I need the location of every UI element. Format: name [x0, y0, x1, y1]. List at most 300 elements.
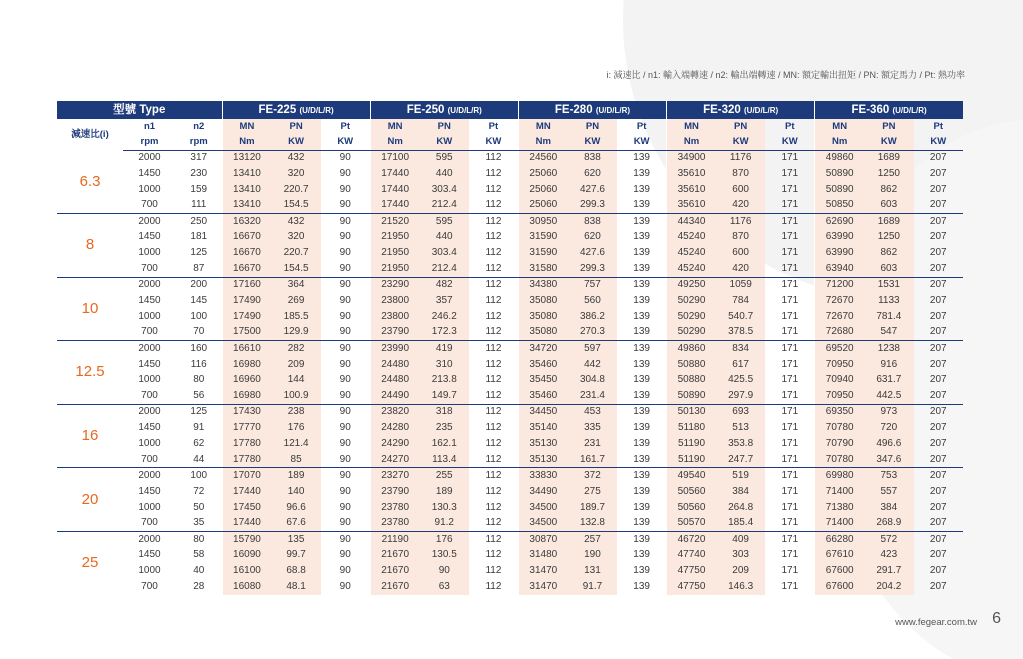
table-cell: 45240 [667, 261, 716, 277]
table-cell: 17070 [222, 468, 271, 484]
table-cell: 112 [485, 374, 502, 386]
table-cell: 25060 [518, 182, 567, 198]
table-row [57, 277, 963, 293]
table-cell: 560 [568, 293, 617, 309]
table-cell: 557 [864, 484, 913, 500]
table-row [57, 515, 963, 531]
table-cell: 71400 [815, 484, 864, 500]
table-cell: 603 [864, 198, 913, 214]
table-cell: 50880 [667, 372, 716, 388]
table-cell: 131 [568, 563, 617, 579]
table-cell: 80 [193, 374, 205, 386]
table-row [57, 372, 963, 388]
table-cell: 171 [781, 358, 799, 370]
table-cell: 21670 [370, 547, 419, 563]
table-cell: 16320 [222, 214, 271, 230]
table-cell: 23270 [370, 468, 419, 484]
table-cell: 209 [271, 357, 320, 373]
table-cell: 145 [190, 294, 208, 306]
table-cell: 303 [716, 547, 765, 563]
table-cell: 31480 [518, 547, 567, 563]
table-cell: 90 [321, 452, 370, 468]
table-cell: 189 [271, 468, 320, 484]
speed-header: n2 [193, 120, 205, 132]
table-cell: 700 [141, 580, 158, 592]
table-row [57, 309, 963, 325]
table-cell: 139 [633, 470, 650, 481]
table-cell: 250 [190, 215, 208, 227]
table-cell: 50290 [667, 309, 716, 325]
table-cell: 440 [420, 166, 469, 182]
table-cell: 154.5 [271, 198, 320, 214]
table-cell: 80 [193, 533, 205, 545]
table-row [57, 579, 963, 595]
table-cell: 112 [485, 152, 502, 164]
table-cell: 171 [781, 310, 799, 322]
table-cell: 90 [339, 167, 351, 179]
table-cell: 67.6 [271, 515, 320, 531]
table-cell: 125 [190, 247, 208, 259]
table-cell: 17770 [222, 420, 271, 436]
table-cell: 21670 [370, 563, 419, 579]
table-cell: 90 [339, 374, 351, 386]
table-cell: 171 [781, 231, 799, 243]
table-cell: 207 [914, 515, 963, 531]
table-cell: 139 [633, 152, 650, 164]
ratio-value: 16 [57, 404, 123, 468]
table-cell: 257 [568, 531, 617, 547]
table-cell: 139 [633, 406, 650, 418]
table-cell: 58 [193, 549, 205, 561]
table-cell: 181 [190, 231, 208, 243]
table-cell: 139 [633, 549, 650, 561]
table-cell: 303.4 [420, 182, 469, 198]
model-suffix: (U/D/L/R) [299, 105, 334, 115]
table-cell: 159 [190, 183, 208, 195]
table-cell: 50570 [667, 515, 716, 531]
table-cell: 112 [485, 167, 502, 179]
table-cell: 693 [716, 404, 765, 420]
table-cell: 90 [339, 470, 351, 481]
table-cell: 47750 [667, 563, 716, 579]
table-cell: 23800 [370, 309, 419, 325]
unit-header: KW [568, 135, 617, 151]
table-cell: 1059 [716, 277, 765, 293]
table-cell: 30870 [518, 531, 567, 547]
table-cell: 24480 [370, 372, 419, 388]
table-cell: 90 [339, 215, 351, 227]
table-cell: 384 [716, 484, 765, 500]
table-row [57, 325, 963, 341]
table-cell: 171 [781, 470, 799, 481]
table-cell: 112 [485, 406, 502, 418]
table-cell: 31580 [518, 261, 567, 277]
table-cell: 1450 [138, 358, 161, 370]
table-cell: 49860 [667, 341, 716, 357]
table-cell: 2000 [138, 152, 161, 164]
table-cell: 482 [420, 277, 469, 293]
table-cell: 24270 [370, 452, 419, 468]
table-row [57, 436, 963, 452]
table-cell: 140 [271, 484, 320, 500]
table-cell: 90 [339, 422, 351, 434]
table-cell: 34490 [518, 484, 567, 500]
table-row [57, 182, 963, 198]
table-cell: 139 [633, 294, 650, 306]
table-cell: 116 [190, 358, 207, 370]
table-cell: 440 [420, 229, 469, 245]
table-cell: 318 [420, 404, 469, 420]
table-cell: 16980 [222, 357, 271, 373]
table-cell: 420 [716, 198, 765, 214]
table-cell: 125 [190, 406, 208, 418]
table-cell: 207 [929, 470, 947, 481]
table-cell: 35130 [518, 452, 567, 468]
table-cell: 207 [929, 167, 947, 179]
table-cell: 207 [929, 183, 947, 195]
table-cell: 45240 [667, 229, 716, 245]
table-cell: 112 [485, 437, 502, 449]
column-header: PN [271, 119, 320, 135]
table-cell: 35080 [518, 309, 567, 325]
column-header: PN [568, 119, 617, 135]
table-row [57, 452, 963, 468]
table-cell: 90 [339, 183, 351, 195]
table-cell: 90 [339, 342, 351, 354]
table-cell: 130.3 [420, 500, 469, 516]
table-cell: 513 [716, 420, 765, 436]
table-cell: 21950 [370, 245, 419, 261]
table-cell: 303.4 [420, 245, 469, 261]
table-cell: 149.7 [420, 388, 469, 404]
table-row [57, 484, 963, 500]
table-cell: 171 [781, 437, 799, 449]
table-cell: 72670 [815, 293, 864, 309]
table-cell: 1000 [138, 437, 161, 449]
table-cell: 204.2 [864, 579, 913, 595]
table-row [57, 166, 963, 182]
table-cell: 35080 [518, 293, 567, 309]
model-header [518, 101, 666, 119]
table-cell: 171 [781, 183, 799, 195]
table-cell: 70950 [815, 357, 864, 373]
table-cell: 139 [617, 388, 666, 404]
table-cell: 23990 [370, 341, 419, 357]
table-cell: 357 [420, 293, 469, 309]
table-cell: 220.7 [271, 182, 320, 198]
table-cell: 185.5 [271, 309, 320, 325]
table-cell: 139 [633, 580, 650, 592]
table-cell: 207 [914, 452, 963, 468]
table-cell: 631.7 [864, 372, 913, 388]
table-cell: 91.7 [568, 579, 617, 595]
table-cell: 1450 [138, 167, 161, 179]
table-cell: 46720 [667, 531, 716, 547]
table-cell: 171 [781, 533, 799, 545]
table-row [57, 531, 963, 547]
table-cell: 112 [485, 247, 502, 259]
table-cell: 595 [420, 150, 469, 166]
table-cell: 69350 [815, 404, 864, 420]
table-cell: 781.4 [864, 309, 913, 325]
table-cell: 161.7 [568, 452, 617, 468]
ratio-value: 20 [57, 468, 123, 532]
table-cell: 24560 [518, 150, 567, 166]
table-cell: 1689 [864, 150, 913, 166]
table-cell: 299.3 [568, 198, 617, 214]
table-cell: 47740 [667, 547, 716, 563]
table-cell: 63990 [815, 245, 864, 261]
table-cell: 700 [123, 198, 176, 214]
table-cell: 90 [339, 247, 351, 259]
table-cell: 1000 [138, 310, 161, 322]
table-cell: 171 [781, 485, 799, 497]
table-cell: 21950 [370, 261, 419, 277]
table-cell: 171 [781, 279, 799, 291]
column-header: Pt [785, 120, 795, 132]
column-header: Pt [933, 120, 943, 132]
table-cell: 90 [321, 198, 370, 214]
table-cell: 16610 [222, 341, 271, 357]
table-cell: 1133 [864, 293, 913, 309]
table-cell: 171 [781, 152, 799, 164]
table-cell: 171 [765, 198, 814, 214]
table-cell: 63 [420, 579, 469, 595]
table-cell: 17490 [222, 309, 271, 325]
table-cell: 28 [193, 580, 205, 592]
model-header [815, 101, 963, 119]
table-cell: 31590 [518, 229, 567, 245]
table-cell: 111 [176, 198, 222, 214]
table-cell: 291.7 [864, 563, 913, 579]
table-cell: 1450 [138, 549, 161, 561]
table-cell: 71380 [815, 500, 864, 516]
page-number: 6 [992, 610, 1001, 627]
table-cell: 264.8 [716, 500, 765, 516]
table-cell: 70780 [815, 420, 864, 436]
unit-header: KW [716, 135, 765, 151]
table-cell: 335 [568, 420, 617, 436]
column-header: Pt [636, 120, 647, 132]
table-cell: 700 [123, 325, 176, 341]
table-cell: 299.3 [568, 261, 617, 277]
table-cell: 90 [339, 580, 351, 592]
table-cell: 16100 [222, 563, 271, 579]
table-cell: 16670 [222, 245, 271, 261]
table-cell: 220.7 [271, 245, 320, 261]
table-row [57, 214, 963, 230]
model-header [370, 101, 518, 119]
table-cell: 112 [485, 565, 502, 577]
unit-header: KW [420, 135, 469, 151]
table-cell: 139 [633, 247, 650, 259]
table-cell: 51190 [667, 452, 716, 468]
table-cell: 34500 [518, 500, 567, 516]
table-cell: 139 [633, 485, 650, 497]
table-cell: 34380 [518, 277, 567, 293]
table-cell: 50560 [667, 484, 716, 500]
table-cell: 35460 [518, 388, 567, 404]
table-cell: 112 [485, 294, 502, 306]
table-cell: 838 [568, 214, 617, 230]
table-cell: 112 [469, 198, 518, 214]
table-cell: 85 [271, 452, 320, 468]
table-cell: 139 [633, 215, 650, 227]
table-cell: 230 [190, 167, 208, 179]
table-cell: 90 [321, 388, 370, 404]
table-cell: 317 [190, 152, 208, 164]
table-cell: 90 [339, 152, 351, 164]
table-cell: 1450 [138, 231, 161, 243]
table-cell: 35610 [667, 166, 716, 182]
table-cell: 112 [485, 358, 502, 370]
table-cell: 207 [929, 342, 947, 354]
table-cell: 91.2 [420, 515, 469, 531]
table-cell: 207 [929, 580, 947, 592]
table-cell: 139 [633, 533, 650, 545]
table-cell: 50880 [667, 357, 716, 373]
table-cell: 207 [929, 422, 947, 434]
table-cell: 56 [176, 388, 222, 404]
table-cell: 1000 [138, 183, 161, 195]
column-header: MN [518, 119, 567, 135]
table-cell: 1176 [716, 150, 765, 166]
table-cell: 90 [339, 294, 351, 306]
table-row [57, 388, 963, 404]
table-cell: 235 [420, 420, 469, 436]
table-cell: 25060 [518, 166, 567, 182]
table-cell: 100.9 [271, 388, 320, 404]
table-cell: 212.4 [420, 198, 469, 214]
table-cell: 353.8 [716, 436, 765, 452]
table-cell: 275 [568, 484, 617, 500]
table-cell: 2000 [138, 342, 161, 354]
table-cell: 51190 [667, 436, 716, 452]
table-cell: 23790 [370, 325, 419, 341]
unit-header: KW [469, 135, 518, 151]
table-cell: 130.5 [420, 547, 469, 563]
table-cell: 87 [176, 261, 222, 277]
table-cell: 213.8 [420, 372, 469, 388]
table-cell: 600 [716, 182, 765, 198]
table-cell: 207 [914, 198, 963, 214]
table-cell: 139 [633, 422, 650, 434]
table-cell: 189 [420, 484, 469, 500]
specification-table [57, 101, 963, 595]
table-cell: 1250 [864, 229, 913, 245]
table-cell: 176 [271, 420, 320, 436]
model-name: FE-250 [406, 103, 445, 116]
table-cell: 67600 [815, 579, 864, 595]
table-cell: 66280 [815, 531, 864, 547]
table-cell: 347.6 [864, 452, 913, 468]
table-row [57, 357, 963, 373]
table-cell: 67600 [815, 563, 864, 579]
table-cell: 62 [193, 437, 205, 449]
table-cell: 144 [271, 372, 320, 388]
table-cell: 172.3 [420, 325, 469, 341]
table-cell: 207 [929, 152, 947, 164]
table-cell: 519 [716, 468, 765, 484]
table-cell: 700 [123, 388, 176, 404]
column-header: MN [815, 119, 864, 135]
table-cell: 50890 [667, 388, 716, 404]
table-cell: 90 [420, 563, 469, 579]
table-cell: 207 [929, 485, 947, 497]
table-cell: 121.4 [271, 436, 320, 452]
table-cell: 700 [123, 515, 176, 531]
table-cell: 1000 [138, 565, 161, 577]
table-cell: 304.8 [568, 372, 617, 388]
table-cell: 1238 [864, 341, 913, 357]
table-cell: 297.9 [716, 388, 765, 404]
unit-header: rpm [176, 135, 222, 151]
table-row [57, 198, 963, 214]
table-cell: 90 [339, 279, 351, 291]
table-cell: 2000 [138, 279, 161, 291]
table-cell: 870 [716, 166, 765, 182]
table-cell: 620 [568, 166, 617, 182]
table-cell: 171 [781, 167, 799, 179]
table-cell: 139 [617, 515, 666, 531]
table-cell: 207 [929, 294, 947, 306]
table-cell: 207 [929, 565, 947, 577]
table-cell: 1689 [864, 214, 913, 230]
table-cell: 1176 [716, 214, 765, 230]
table-cell: 320 [271, 229, 320, 245]
table-cell: 207 [929, 247, 947, 259]
table-cell: 162.1 [420, 436, 469, 452]
table-cell: 160 [190, 342, 208, 354]
table-cell: 34900 [667, 150, 716, 166]
ratio-value: 10 [57, 277, 123, 341]
table-cell: 17490 [222, 293, 271, 309]
table-cell: 35610 [667, 198, 716, 214]
table-cell: 420 [716, 261, 765, 277]
table-cell: 90 [339, 231, 351, 243]
table-cell: 23790 [370, 484, 419, 500]
table-cell: 753 [864, 468, 913, 484]
table-row [57, 293, 963, 309]
table-cell: 207 [929, 215, 947, 227]
table-cell: 129.9 [271, 325, 320, 341]
table-cell: 17500 [222, 325, 271, 341]
table-cell: 207 [929, 549, 947, 561]
table-cell: 207 [929, 533, 947, 545]
table-cell: 310 [420, 357, 469, 373]
unit-header-row [57, 135, 963, 151]
table-cell: 597 [568, 341, 617, 357]
table-cell: 15790 [222, 531, 271, 547]
table-cell: 100 [190, 470, 208, 481]
table-cell: 427.6 [568, 245, 617, 261]
column-header-row [57, 119, 963, 135]
column-header: PN [864, 119, 913, 135]
table-cell: 50290 [667, 325, 716, 341]
table-cell: 154.5 [271, 261, 320, 277]
table-cell: 50890 [815, 182, 864, 198]
table-cell: 35460 [518, 357, 567, 373]
table-cell: 16960 [222, 372, 271, 388]
table-cell: 21950 [370, 229, 419, 245]
ratio-value: 25 [81, 554, 99, 572]
table-row [57, 500, 963, 516]
table-cell: 16090 [222, 547, 271, 563]
table-cell: 49860 [815, 150, 864, 166]
table-cell: 139 [617, 261, 666, 277]
table-cell: 1000 [138, 501, 161, 513]
table-cell: 17780 [222, 436, 271, 452]
